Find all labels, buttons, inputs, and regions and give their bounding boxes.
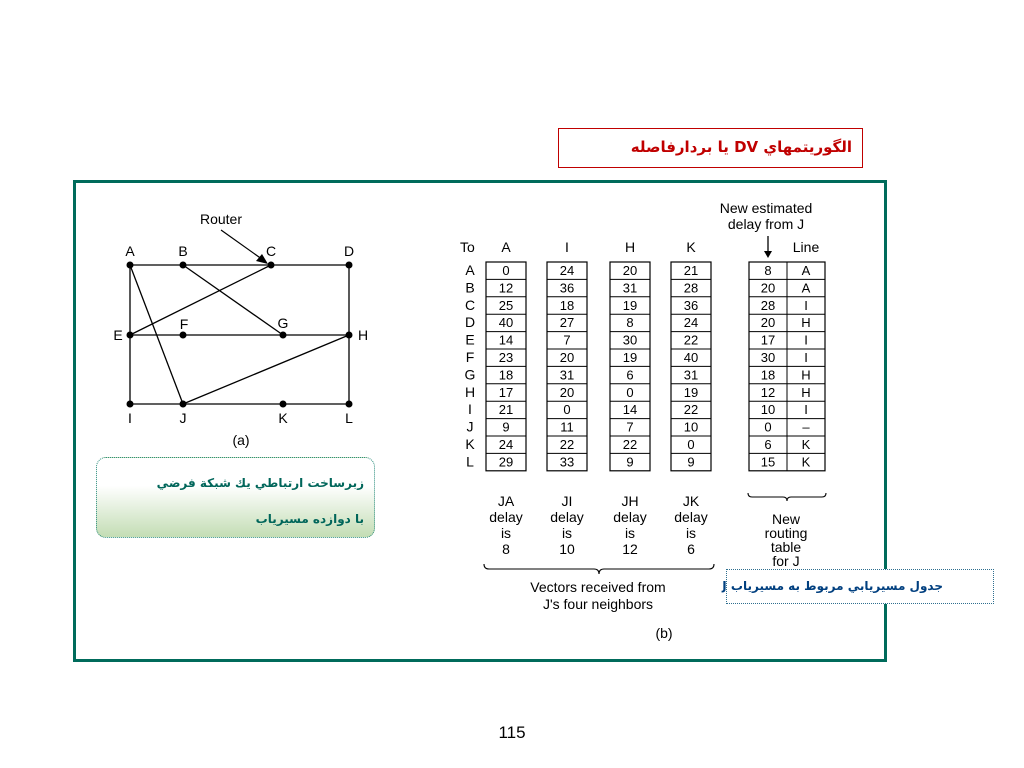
neighbor-cell: 20 [559,350,575,365]
neighbor-delay-text: JH [621,493,639,509]
new-delay-cell: 0 [764,419,772,435]
neighbor-delay-text: delay [674,509,708,525]
node-label-I: I [128,410,132,426]
destination-label-D: D [464,314,476,331]
router-node-I [127,401,134,408]
new-delay-cell: 8 [764,263,772,278]
new-delay-cell: 10 [760,402,776,418]
neighbor-delay-text: JA [497,493,515,509]
neighbor-cell: 9 [626,454,634,470]
new-line-cell: K [801,437,811,452]
new-delay-cell: 18 [760,367,776,383]
neighbor-cell: 20 [622,263,638,278]
router-node-K [280,401,287,408]
neighbor-cell: 30 [622,332,638,348]
destination-label-A: A [465,262,475,278]
node-label-C: C [265,243,277,259]
node-label-F: F [179,316,189,332]
neighbor-cell: 20 [559,384,575,400]
neighbor-header-H: H [624,239,636,255]
neighbor-cell: 36 [559,280,575,296]
neighbor-delay-text: delay [489,509,523,525]
neighbor-cell: 8 [626,315,634,331]
neighbor-delay-text: is [561,525,573,541]
destination-label-I: I [468,401,472,418]
new-line-cell: – [802,419,810,435]
network-callout-line-1: زبرساخت ارتباطي يك شبكة فرضي [156,476,364,490]
neighbor-cell: 22 [559,437,575,452]
routing-table-callout [722,569,994,604]
neighbor-cell: 22 [683,332,699,348]
neighbor-cell: 0 [687,437,695,452]
neighbor-cell: 6 [626,367,634,383]
neighbor-cell: 22 [683,402,699,418]
new-delay-cell: 15 [760,454,776,470]
router-node-J [180,401,187,408]
destination-label-C: C [464,296,476,313]
new-line-cell: K [801,454,811,470]
new-delay-cell: 30 [760,350,776,365]
network-diagram [113,211,368,448]
new-delay-cell: 6 [764,437,772,452]
neighbor-cell: 28 [683,280,699,296]
destination-label-B: B [465,279,475,296]
network-callout [96,457,375,538]
neighbor-cell: 22 [622,437,638,452]
router-node-E [127,332,134,339]
neighbor-header-I: I [565,239,569,255]
neighbor-cell: 36 [683,297,699,313]
node-label-A: A [125,243,135,259]
new-table-caption: for J [772,553,800,569]
new-table-caption: New [771,511,801,527]
router-node-C [268,262,275,269]
edge-E-C [130,265,271,335]
neighbor-cell: 11 [560,419,574,435]
neighbor-delay-text: 6 [687,541,695,557]
neighbor-cell: 0 [563,402,571,418]
neighbor-delay-text: is [624,525,636,541]
new-table-caption: routing [764,525,808,541]
node-label-H: H [357,327,369,343]
neighbor-header-K: K [686,239,696,255]
neighbor-cell: 19 [622,297,638,313]
neighbor-cell: 24 [498,437,514,452]
neighbor-cell: 7 [563,332,571,348]
new-delay-cell: 17 [760,332,776,348]
line-header: Line [792,239,820,255]
neighbor-cell: 10 [683,419,699,435]
new-estimate-label: delay from J [727,216,805,232]
neighbor-cell: 31 [683,367,699,383]
routing-caption: (b) [655,625,673,641]
neighbor-delay-text: delay [550,509,584,525]
new-line-cell: I [804,402,808,418]
node-label-L: L [345,410,353,426]
router-node-H [346,332,353,339]
neighbor-cell: 21 [683,263,699,278]
destination-label-E: E [465,331,475,348]
network-caption: (a) [232,432,250,448]
router-node-F [180,332,187,339]
destination-label-J: J [466,418,474,435]
neighbor-cell: 9 [687,454,695,470]
neighbor-delay-text: is [500,525,512,541]
neighbor-delay-text: 8 [502,541,510,557]
neighbor-cell: 25 [498,297,514,313]
new-estimate-arrowhead [764,251,772,258]
neighbor-cell: 27 [559,315,575,331]
new-line-cell: A [801,280,811,296]
neighbor-cell: 40 [683,350,699,365]
router-node-L [346,401,353,408]
destination-label-K: K [465,436,475,452]
neighbor-cell: 0 [502,263,510,278]
neighbor-cell: 18 [559,297,575,313]
neighbor-delay-text: JI [561,493,573,509]
neighbor-cell: 12 [498,280,514,296]
new-estimate-label: New estimated [719,200,813,216]
neighbor-delay-text: is [685,525,697,541]
new-table-brace [748,493,826,501]
neighbor-cell: 17 [498,384,514,400]
neighbor-cell: 14 [622,402,638,418]
router-node-D [346,262,353,269]
new-line-cell: I [804,350,808,365]
vectors-caption: Vectors received from [530,579,666,595]
neighbor-cell: 23 [498,350,514,365]
neighbor-cell: 19 [622,350,638,365]
neighbor-delay-text: delay [613,509,647,525]
router-label: Router [199,211,243,227]
to-header: To [460,239,475,255]
neighbor-delay-text: 10 [559,541,575,557]
new-line-cell: I [804,332,808,348]
new-line-cell: A [801,263,811,278]
destination-label-G: G [464,366,476,383]
new-delay-cell: 28 [760,297,776,313]
vectors-caption: J's four neighbors [542,596,654,612]
new-delay-cell: 12 [760,384,776,400]
routing-table-callout-text: جدول مسيريابي مربوط به مسيرياب J [722,579,943,593]
node-label-G: G [277,315,289,331]
neighbor-delay-text: 12 [622,541,638,557]
node-label-K: K [278,410,288,426]
vectors-brace [484,564,714,574]
neighbor-cell: 18 [498,367,514,383]
neighbor-cell: 31 [622,280,638,296]
node-label-D: D [343,243,355,259]
neighbor-cell: 0 [626,384,634,400]
network-callout-line-2: با دوازده مسيرياب [255,512,364,526]
new-delay-cell: 20 [760,315,776,331]
neighbor-cell: 21 [498,402,514,418]
new-delay-cell: 20 [760,280,776,296]
new-line-cell: H [801,315,811,331]
edge-J-H [183,335,349,404]
neighbor-cell: 40 [498,315,514,331]
destination-label-H: H [464,383,476,400]
neighbor-cell: 19 [683,384,699,400]
neighbor-cell: 24 [559,263,575,278]
new-line-cell: H [801,384,811,400]
edge-B-G [183,265,283,335]
destination-label-L: L [466,453,474,470]
node-label-J: J [179,410,187,426]
new-line-cell: H [801,367,811,383]
router-node-G [280,332,287,339]
router-arrow [221,230,266,262]
neighbor-cell: 9 [502,419,510,435]
node-label-B: B [178,243,188,259]
neighbor-cell: 24 [683,315,699,331]
neighbor-cell: 31 [559,367,575,383]
neighbor-cell: 7 [626,419,634,435]
neighbor-cell: 33 [559,454,575,470]
router-node-A [127,262,134,269]
neighbor-cell: 29 [498,454,514,470]
node-label-E: E [113,327,123,343]
slide-title: الگوريتمهاي DV يا بردارفاصله [630,138,852,156]
destination-label-F: F [465,349,475,365]
new-table-caption: table [770,539,802,555]
page-number: 115 [498,723,526,742]
neighbor-header-A: A [501,239,511,255]
router-node-B [180,262,187,269]
neighbor-delay-text: JK [682,493,700,509]
new-line-cell: I [804,297,808,313]
neighbor-cell: 14 [498,332,514,348]
